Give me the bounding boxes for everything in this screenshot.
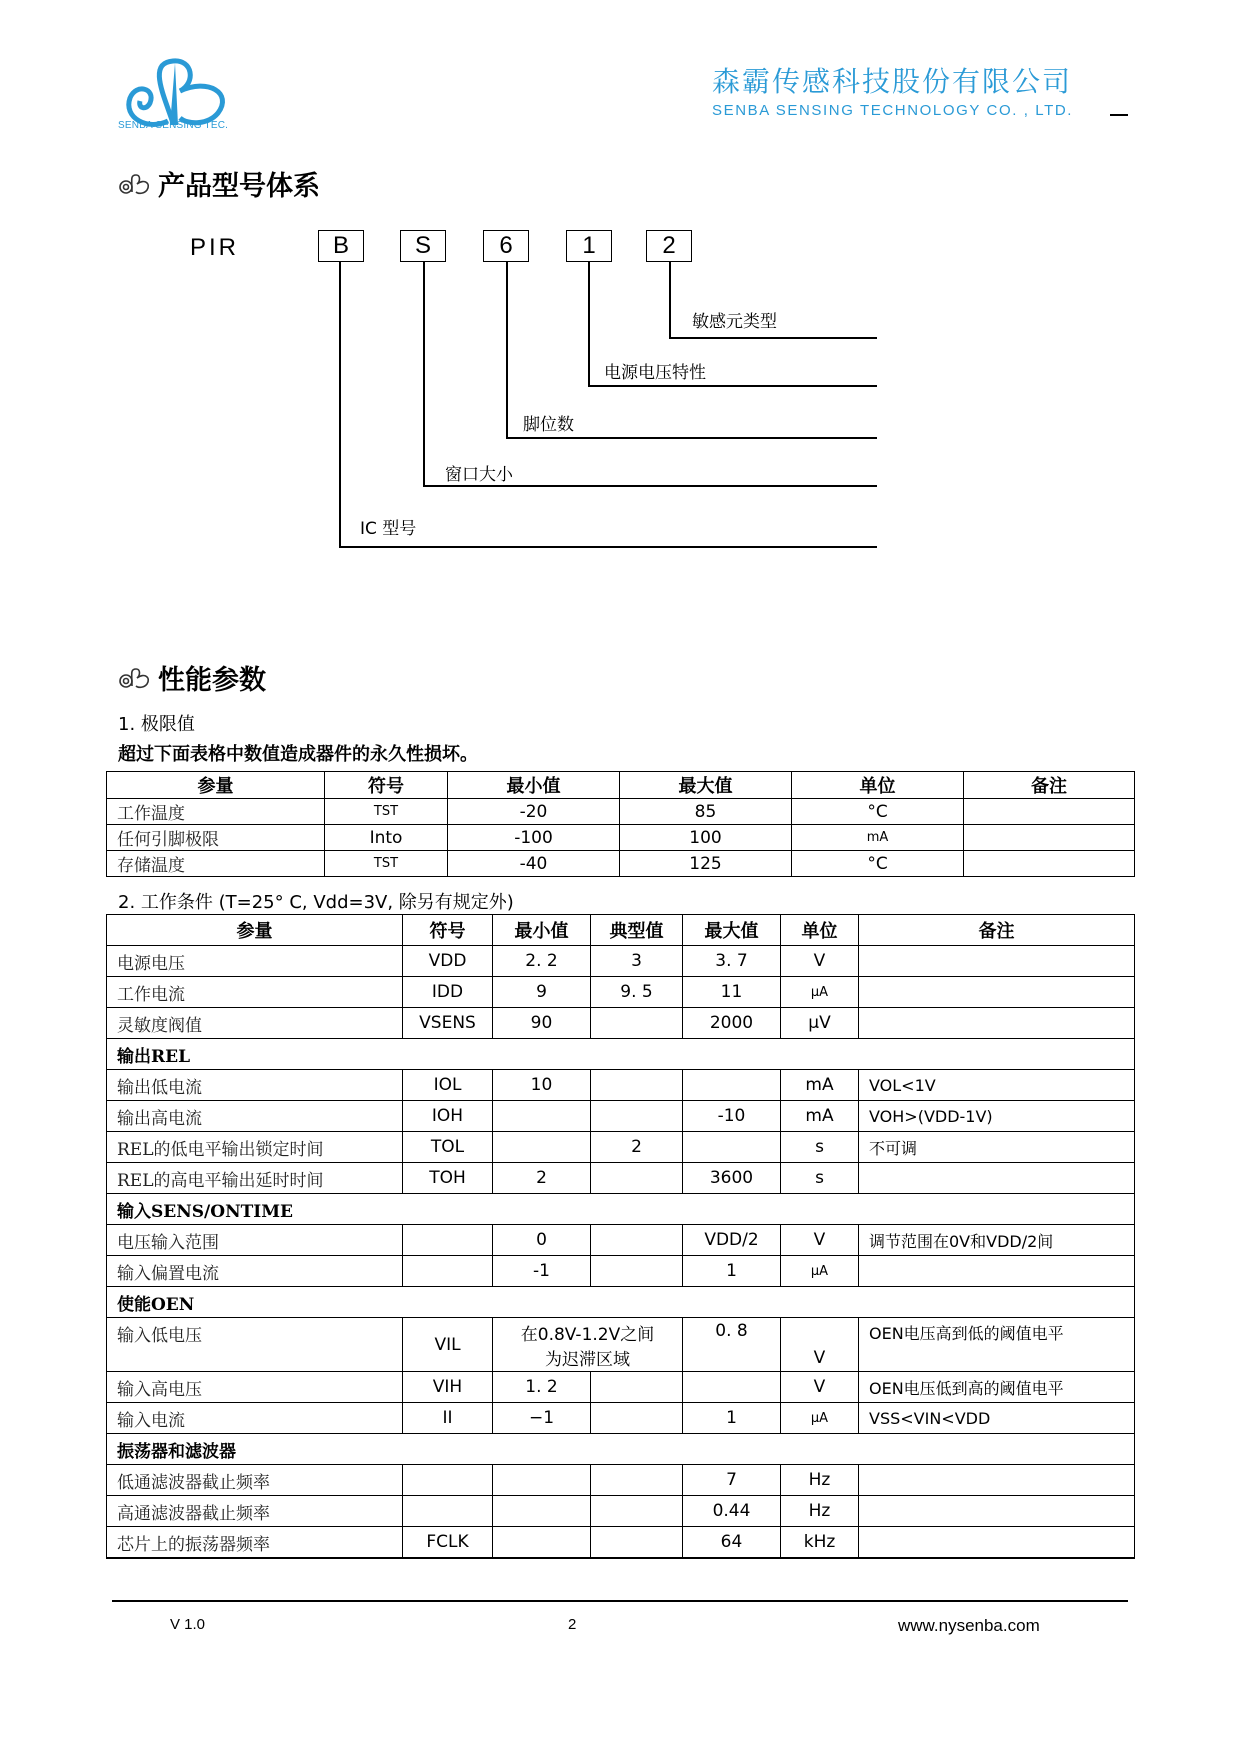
cell-max: 1 xyxy=(683,1256,781,1287)
cell-symbol: TOH xyxy=(403,1163,493,1194)
col-header: 备注 xyxy=(859,915,1135,946)
cell-min: 90 xyxy=(493,1008,591,1039)
cell-note xyxy=(964,851,1135,877)
connector-line xyxy=(669,262,671,338)
cell-unit: μA xyxy=(781,977,859,1008)
table-group-row xyxy=(107,1194,1135,1225)
cell-max xyxy=(683,1132,781,1163)
cell-min: 0 xyxy=(493,1225,591,1256)
table-row xyxy=(107,1070,1135,1101)
label-ic-model: IC 型号 xyxy=(360,519,417,539)
table-row xyxy=(107,1163,1135,1194)
cell-min xyxy=(493,1527,591,1559)
table-row xyxy=(107,1465,1135,1496)
cell-typ xyxy=(591,1008,683,1039)
col-header: 最大值 xyxy=(683,915,781,946)
cell-unit: V xyxy=(781,1225,859,1256)
cell-symbol: Into xyxy=(325,825,448,851)
header-dash xyxy=(1110,114,1128,116)
group-label: 输入SENS/ONTIME xyxy=(107,1194,1135,1225)
cell-max: 0. 8 xyxy=(683,1318,781,1372)
cell-unit: V xyxy=(781,1372,859,1403)
cell-min xyxy=(493,1101,591,1132)
cell-note xyxy=(859,1496,1135,1527)
cell-note xyxy=(859,1256,1135,1287)
cell-min xyxy=(493,1465,591,1496)
table-row xyxy=(107,1132,1135,1163)
group-label: 振荡器和滤波器 xyxy=(107,1434,1135,1465)
cell-note: 不可调 xyxy=(859,1132,1135,1163)
table-group-row xyxy=(107,1434,1135,1465)
col-header: 参量 xyxy=(107,915,403,946)
cell-unit: Hz xyxy=(781,1465,859,1496)
company-name-cn: 森霸传感科技股份有限公司 xyxy=(712,65,1073,98)
table-row xyxy=(107,799,1135,825)
cell-param: 输入偏置电流 xyxy=(107,1256,403,1287)
table-group-row xyxy=(107,1287,1135,1318)
cell-param: 输入电流 xyxy=(107,1403,403,1434)
group-label: 输出REL xyxy=(107,1039,1135,1070)
cell-param: 任何引脚极限 xyxy=(107,825,325,851)
group-label: 使能OEN xyxy=(107,1287,1135,1318)
section-title-text: 产品型号体系 xyxy=(158,171,320,202)
cell-note xyxy=(964,825,1135,851)
cell-typ xyxy=(591,1225,683,1256)
cell-param: 电源电压 xyxy=(107,946,403,977)
table-row xyxy=(107,977,1135,1008)
limits-table xyxy=(106,771,1135,877)
connector-line xyxy=(669,337,877,339)
connector-line xyxy=(339,262,341,548)
cell-unit: μA xyxy=(781,1256,859,1287)
cell-typ xyxy=(591,1372,683,1403)
cell-unit: mA xyxy=(781,1070,859,1101)
cell-param: 输入高电压 xyxy=(107,1372,403,1403)
table-row xyxy=(107,1403,1135,1434)
cell-max: 85 xyxy=(620,799,792,825)
col-header: 最小值 xyxy=(493,915,591,946)
limits-warning: 超过下面表格中数值造成器件的永久性损坏。 xyxy=(118,744,478,765)
cell-typ xyxy=(591,1163,683,1194)
cell-symbol: VSENS xyxy=(403,1008,493,1039)
label-voltage-spec: 电源电压特性 xyxy=(604,363,706,383)
section-bullet-icon xyxy=(118,172,152,196)
cell-symbol: II xyxy=(403,1403,493,1434)
cell-param: 输出高电流 xyxy=(107,1101,403,1132)
section-bullet-icon xyxy=(118,666,152,690)
label-pin-count: 脚位数 xyxy=(523,415,574,435)
model-code-pins: 6 xyxy=(483,230,529,262)
footer-version: V 1.0 xyxy=(170,1616,206,1633)
table-row xyxy=(107,1527,1135,1559)
cell-typ xyxy=(591,1527,683,1559)
cell-typ xyxy=(591,1070,683,1101)
cell-min: -1 xyxy=(493,1256,591,1287)
cell-min: -20 xyxy=(448,799,620,825)
cell-min: 10 xyxy=(493,1070,591,1101)
label-element-type: 敏感元类型 xyxy=(692,312,777,332)
cell-param: 输出低电流 xyxy=(107,1070,403,1101)
connector-line xyxy=(588,385,877,387)
cell-unit: V xyxy=(781,1318,859,1372)
table-row xyxy=(107,1225,1135,1256)
cell-note xyxy=(859,1527,1135,1559)
cell-unit: Hz xyxy=(781,1496,859,1527)
cell-typ: 2 xyxy=(591,1132,683,1163)
section-title-text: 性能参数 xyxy=(158,665,266,696)
cell-note xyxy=(859,1163,1135,1194)
col-header: 符号 xyxy=(325,772,448,799)
cell-max: 3600 xyxy=(683,1163,781,1194)
col-header: 最小值 xyxy=(448,772,620,799)
cell-typ: 9. 5 xyxy=(591,977,683,1008)
table-row xyxy=(107,946,1135,977)
table-row xyxy=(107,1008,1135,1039)
hysteresis-note-line2: 为迟滞区域 xyxy=(545,1349,630,1370)
hysteresis-note-line1: 在0.8V-1.2V之间 xyxy=(520,1324,655,1345)
cell-unit: μA xyxy=(781,1403,859,1434)
connector-line xyxy=(339,546,877,548)
connector-line xyxy=(423,262,425,487)
conditions-heading: 2. 工作条件 (T=25° C, Vdd=3V, 除另有规定外) xyxy=(118,892,514,913)
cell-max: 2000 xyxy=(683,1008,781,1039)
cell-typ xyxy=(591,1101,683,1132)
cell-symbol: VDD xyxy=(403,946,493,977)
cell-symbol: TST xyxy=(325,799,448,825)
cell-note: VSS<VIN<VDD xyxy=(859,1403,1135,1434)
cell-min: 2 xyxy=(493,1163,591,1194)
cell-min: 2. 2 xyxy=(493,946,591,977)
connector-line xyxy=(423,485,877,487)
cell-typ xyxy=(591,1256,683,1287)
col-header: 单位 xyxy=(792,772,964,799)
cell-unit: s xyxy=(781,1163,859,1194)
table-row xyxy=(107,1256,1135,1287)
company-name-en: SENBA SENSING TECHNOLOGY CO. , LTD. xyxy=(712,102,1074,119)
cell-param: REL的高电平输出延时时间 xyxy=(107,1163,403,1194)
table-row xyxy=(107,851,1135,877)
cell-min: -40 xyxy=(448,851,620,877)
model-code-voltage: 1 xyxy=(566,230,612,262)
cell-min-typ-merged xyxy=(493,1318,683,1372)
cell-typ xyxy=(591,1403,683,1434)
cell-note xyxy=(964,799,1135,825)
cell-unit: kHz xyxy=(781,1527,859,1559)
col-header: 备注 xyxy=(964,772,1135,799)
cell-param: REL的低电平输出锁定时间 xyxy=(107,1132,403,1163)
footer-website: www.nysenba.com xyxy=(898,1616,1040,1635)
cell-note xyxy=(859,1008,1135,1039)
cell-note xyxy=(859,977,1135,1008)
cell-symbol: VIL xyxy=(403,1318,493,1372)
cell-symbol: VIH xyxy=(403,1372,493,1403)
cell-max: 125 xyxy=(620,851,792,877)
cell-param: 输入低电压 xyxy=(107,1318,403,1372)
cell-typ xyxy=(591,1465,683,1496)
cell-symbol xyxy=(403,1465,493,1496)
col-header: 符号 xyxy=(403,915,493,946)
label-window-size: 窗口大小 xyxy=(445,465,513,485)
table-row xyxy=(107,1496,1135,1527)
cell-symbol: TOL xyxy=(403,1132,493,1163)
cell-unit: mA xyxy=(792,825,964,851)
cell-max: 1 xyxy=(683,1403,781,1434)
cell-symbol: FCLK xyxy=(403,1527,493,1559)
cell-unit: V xyxy=(781,946,859,977)
col-header: 参量 xyxy=(107,772,325,799)
limits-heading: 1. 极限值 xyxy=(118,714,195,735)
cell-typ: 3 xyxy=(591,946,683,977)
cell-max: 11 xyxy=(683,977,781,1008)
cell-unit: °C xyxy=(792,799,964,825)
cell-min: -100 xyxy=(448,825,620,851)
footer-divider xyxy=(112,1600,1128,1602)
col-header: 典型值 xyxy=(591,915,683,946)
cell-note xyxy=(859,1465,1135,1496)
cell-unit: μV xyxy=(781,1008,859,1039)
col-header: 单位 xyxy=(781,915,859,946)
cell-note: 调节范围在0V和VDD/2间 xyxy=(859,1225,1135,1256)
cell-param: 工作温度 xyxy=(107,799,325,825)
table-row xyxy=(107,1318,1135,1372)
cell-min xyxy=(493,1496,591,1527)
cell-max: 0.44 xyxy=(683,1496,781,1527)
model-prefix: PIR xyxy=(190,234,240,261)
cell-note: OEN电压低到高的阈值电平 xyxy=(859,1372,1135,1403)
cell-param: 工作电流 xyxy=(107,977,403,1008)
cell-param: 高通滤波器截止频率 xyxy=(107,1496,403,1527)
cell-max: -10 xyxy=(683,1101,781,1132)
cell-max xyxy=(683,1372,781,1403)
cell-unit: mA xyxy=(781,1101,859,1132)
cell-note: OEN电压高到低的阈值电平 xyxy=(859,1318,1135,1372)
cell-unit: °C xyxy=(792,851,964,877)
footer-page-number: 2 xyxy=(568,1616,577,1633)
section-title-model xyxy=(118,164,320,203)
cell-max: 100 xyxy=(620,825,792,851)
cell-param: 存储温度 xyxy=(107,851,325,877)
cell-max: 7 xyxy=(683,1465,781,1496)
connector-line xyxy=(588,262,590,387)
cell-max: VDD/2 xyxy=(683,1225,781,1256)
table-header-row xyxy=(107,915,1135,946)
cell-max: 64 xyxy=(683,1527,781,1559)
cell-param: 芯片上的振荡器频率 xyxy=(107,1527,403,1559)
cell-param: 电压输入范围 xyxy=(107,1225,403,1256)
connector-line xyxy=(506,437,877,439)
cell-symbol: IOL xyxy=(403,1070,493,1101)
model-code-window: S xyxy=(400,230,446,262)
cell-min: 1. 2 xyxy=(493,1372,591,1403)
section-title-performance xyxy=(118,658,266,697)
cell-min: −1 xyxy=(493,1403,591,1434)
cell-note: VOL<1V xyxy=(859,1070,1135,1101)
cell-symbol: IDD xyxy=(403,977,493,1008)
conditions-table xyxy=(106,914,1135,1559)
cell-max: 3. 7 xyxy=(683,946,781,977)
cell-param: 低通滤波器截止频率 xyxy=(107,1465,403,1496)
cell-param: 灵敏度阀值 xyxy=(107,1008,403,1039)
table-row xyxy=(107,1372,1135,1403)
cell-symbol: TST xyxy=(325,851,448,877)
cell-symbol xyxy=(403,1496,493,1527)
cell-note: VOH>(VDD-1V) xyxy=(859,1101,1135,1132)
cell-min xyxy=(493,1132,591,1163)
col-header: 最大值 xyxy=(620,772,792,799)
cell-note xyxy=(859,946,1135,977)
model-code-ic: B xyxy=(318,230,364,262)
cell-unit: s xyxy=(781,1132,859,1163)
cell-min: 9 xyxy=(493,977,591,1008)
table-group-row xyxy=(107,1039,1135,1070)
logo-caption: SENBA SENSING TEC. xyxy=(118,120,229,131)
table-row xyxy=(107,825,1135,851)
cell-max xyxy=(683,1070,781,1101)
model-code-element: 2 xyxy=(646,230,692,262)
table-row xyxy=(107,1101,1135,1132)
cell-symbol xyxy=(403,1256,493,1287)
table-header-row xyxy=(107,772,1135,799)
cell-typ xyxy=(591,1496,683,1527)
cell-symbol xyxy=(403,1225,493,1256)
cell-symbol: IOH xyxy=(403,1101,493,1132)
connector-line xyxy=(506,262,508,438)
